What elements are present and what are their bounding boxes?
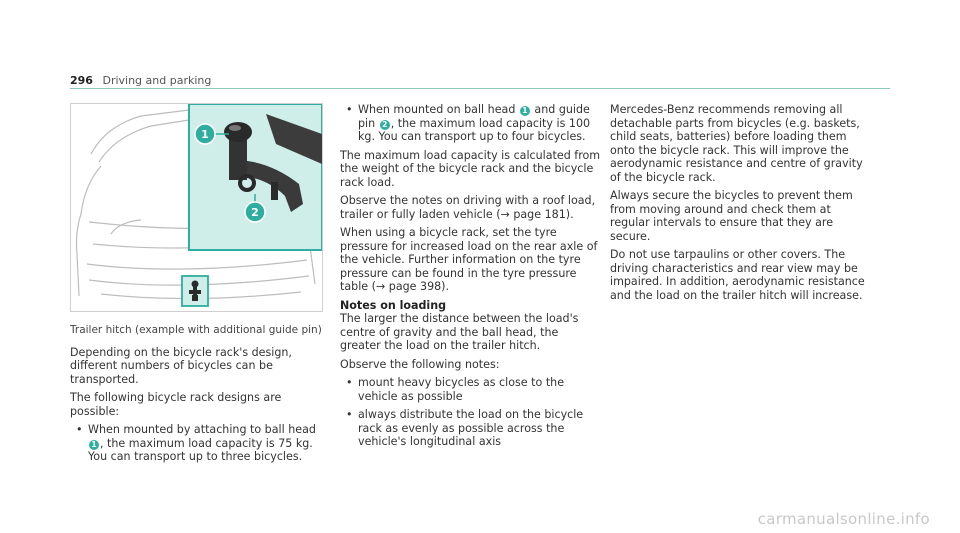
figure-caption: Trailer hitch (example with additional guide pin): [70, 324, 322, 336]
marker-1-inline-icon: 1: [89, 440, 99, 450]
subheading-notes-on-loading: Notes on loading: [340, 298, 447, 312]
section-title: Driving and parking: [102, 74, 212, 87]
watermark: carmanualsonline.info: [757, 510, 930, 528]
trailer-hitch-figure: [70, 103, 323, 312]
page-number: 296: [70, 74, 93, 87]
bullet-text: , the maximum load capacity is 75 kg. You can transport up to three bicycles.: [88, 436, 313, 463]
marker-1-label: 1: [201, 128, 209, 141]
column-1: [70, 324, 330, 469]
paragraph: Mercedes-Benz recommends removing all detachable parts from bicycles (e.g. baskets, child seats, batteries) before loading them onto the bicycle rack. This will improve the aerodynamic resistance and centre of gravity of the bicycle rack.: [610, 103, 863, 184]
page-header: [70, 74, 211, 87]
paragraph: Observe the following notes:: [340, 357, 500, 371]
paragraph: Depending on the bicycle rack's design, different numbers of bicycles can be transported.: [70, 345, 292, 386]
column-2: [340, 103, 602, 454]
bullet-text: , the maximum load capacity is 100 kg. You can transport up to four bicycles.: [358, 116, 591, 143]
paragraph: The following bicycle rack designs are possible:: [70, 391, 282, 418]
marker-1-inline-icon: 1: [520, 106, 530, 116]
paragraph: The maximum load capacity is calculated from the weight of the bicycle rack and the bicycle rack load.: [340, 148, 601, 189]
column-3: [610, 103, 872, 307]
bullet-text: When mounted on ball head: [358, 103, 516, 116]
bullet-item: • mount heavy bicycles as close to the vehicle as possible: [340, 376, 602, 403]
trailer-hitch-illustration: [71, 104, 322, 311]
marker-2-label: 2: [251, 206, 259, 219]
paragraph: Always secure the bicycles to prevent them from moving around and check them at regular intervals to ensure that they are secure.: [610, 189, 853, 243]
paragraph: Observe the notes on driving with a roof load, trailer or fully laden vehicle (→ page 181).: [340, 194, 596, 221]
paragraph: Do not use tarpaulins or other covers. The driving characteristics and rear view may be impaired. In addition, aerodynamic resistance and the load on the trailer hitch will increase.: [610, 248, 865, 302]
bullet-item: [70, 423, 330, 464]
paragraph: When using a bicycle rack, set the tyre pressure for increased load on the rear axle of the vehicle. Further information on the tyre pressure can be found in the tyre pressure table (→ page 398).: [340, 226, 598, 293]
header-rule: [70, 88, 890, 89]
bullet-item: [340, 103, 602, 144]
bullet-text: When mounted by attaching to ball head: [88, 423, 316, 436]
bullet-item: • always distribute the load on the bicycle rack as evenly as possible across the vehicle's longitudinal axis: [340, 408, 602, 449]
bullet-text: and guide pin: [358, 103, 590, 130]
marker-2-inline-icon: 2: [380, 120, 390, 130]
paragraph: The larger the distance between the load's centre of gravity and the ball head, the greater the load on the trailer hitch.: [340, 312, 579, 352]
